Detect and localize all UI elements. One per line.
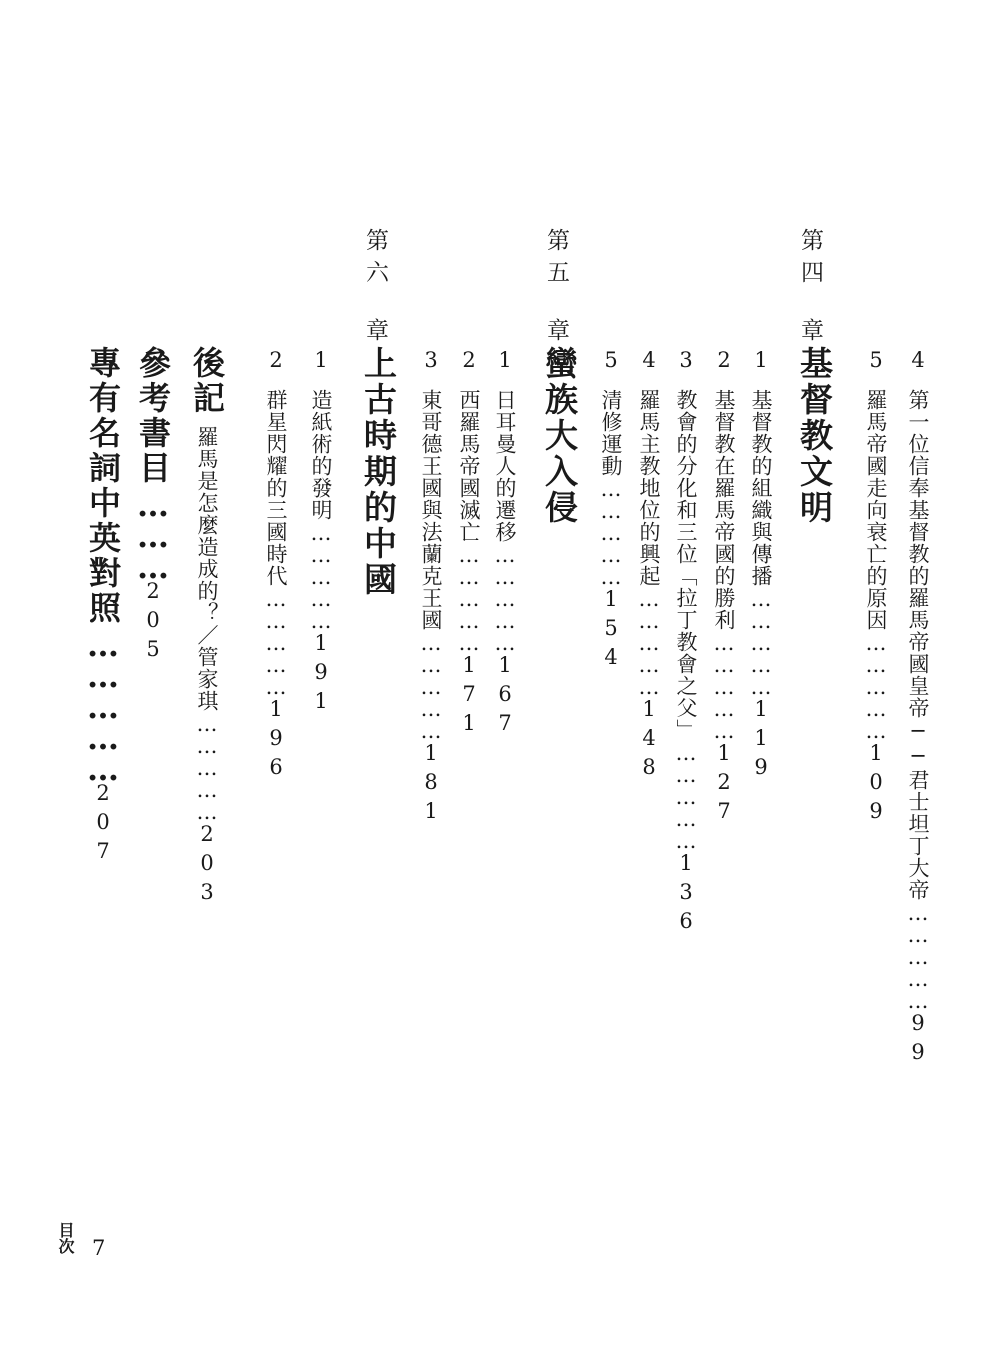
entry-leader: …………… [599,477,623,587]
afterword-subtitle: 羅馬是怎麼造成的？／管家琪…………… [195,426,219,822]
bibliography-leader: ……… [134,486,172,579]
entry-title: 群星閃耀的三國時代 [264,389,288,587]
toc-entry[interactable] [265,348,286,784]
chapter-title[interactable]: 基督教文明 [795,346,834,526]
toc-entry[interactable] [713,348,734,828]
toc-entry[interactable] [638,348,659,784]
glossary-title: 專有名詞中英對照 [84,346,122,626]
page-number: 7 [92,1236,106,1260]
chapter-title[interactable]: 上古時期的中國 [359,346,398,598]
entry-page: 171 [457,653,481,740]
toc-entry[interactable] [458,348,479,740]
toc-entry[interactable] [907,348,928,1069]
entry-number: 3 [674,348,698,373]
entry-leader: …………… [712,631,736,741]
glossary-entry[interactable] [80,346,126,868]
chapter-label: 第四章 [797,228,823,350]
folio-section-label: 目次 [56,1222,75,1254]
bibliography-page: 205 [141,579,165,666]
entry-leader: …………… [419,631,443,741]
entry-page: 136 [674,851,698,938]
entry-title: 羅馬帝國走向衰亡的原因 [864,389,888,631]
toc-entry[interactable] [600,348,621,674]
entry-leader: …………… [264,587,288,697]
entry-page: 127 [712,741,736,828]
entry-title: 基督教的組織與傳播 [749,389,773,587]
entry-title: 教會的分化和三位「拉丁教會之父」 [674,389,698,741]
afterword-page: 203 [195,822,219,909]
glossary-leader: …………… [84,626,122,781]
entry-number: 1 [493,348,517,373]
entry-number: 1 [309,348,333,373]
afterword-entry[interactable] [184,346,230,909]
toc-entry[interactable] [494,348,515,740]
entry-page: 167 [493,653,517,740]
toc-entry[interactable] [310,348,331,718]
toc-entry[interactable] [750,348,771,784]
entry-leader: …………… [493,543,517,653]
entry-number: 5 [864,348,888,373]
toc-entry[interactable] [675,348,696,938]
toc-entry[interactable] [865,348,886,828]
entry-leader: …………… [674,741,698,851]
chapter-title[interactable]: 蠻族大入侵 [540,346,579,526]
entry-number: 2 [264,348,288,373]
bibliography-title: 參考書目 [134,346,172,486]
toc-entry[interactable] [420,348,441,828]
bibliography-entry[interactable] [130,346,176,666]
entry-page: 181 [419,741,443,828]
entry-title: 西羅馬帝國滅亡 [457,389,481,543]
entry-leader: …………… [309,521,333,631]
entry-title: 清修運動 [599,389,623,477]
entry-number: 4 [637,348,661,373]
entry-title: 造紙術的發明 [309,389,333,521]
entry-number: 5 [599,348,623,373]
entry-number: 3 [419,348,443,373]
entry-page: 119 [749,697,773,784]
entry-number: 2 [712,348,736,373]
entry-title: 日耳曼人的遷移 [493,389,517,543]
entry-title: 第一位信奉基督教的羅馬帝國皇帝──君士坦丁大帝 [906,389,930,901]
entry-title: 羅馬主教地位的興起 [637,389,661,587]
afterword-title: 後記 [188,346,226,416]
entry-page: 148 [637,697,661,784]
entry-page: 154 [599,587,623,674]
entry-leader: …………… [637,587,661,697]
entry-title: 東哥德王國與法蘭克王國 [419,389,443,631]
entry-leader: …………… [749,587,773,697]
entry-number: 4 [906,348,930,373]
entry-number: 2 [457,348,481,373]
entry-leader: …………… [906,901,930,1011]
entry-page: 196 [264,697,288,784]
glossary-page: 207 [91,781,115,868]
entry-page: 191 [309,631,333,718]
chapter-label: 第六章 [362,228,388,350]
entry-number: 1 [749,348,773,373]
entry-leader: …………… [864,631,888,741]
entry-page: 99 [906,1011,930,1069]
chapter-label: 第五章 [543,228,569,350]
entry-page: 109 [864,741,888,828]
entry-title: 基督教在羅馬帝國的勝利 [712,389,736,631]
entry-leader: …………… [457,543,481,653]
